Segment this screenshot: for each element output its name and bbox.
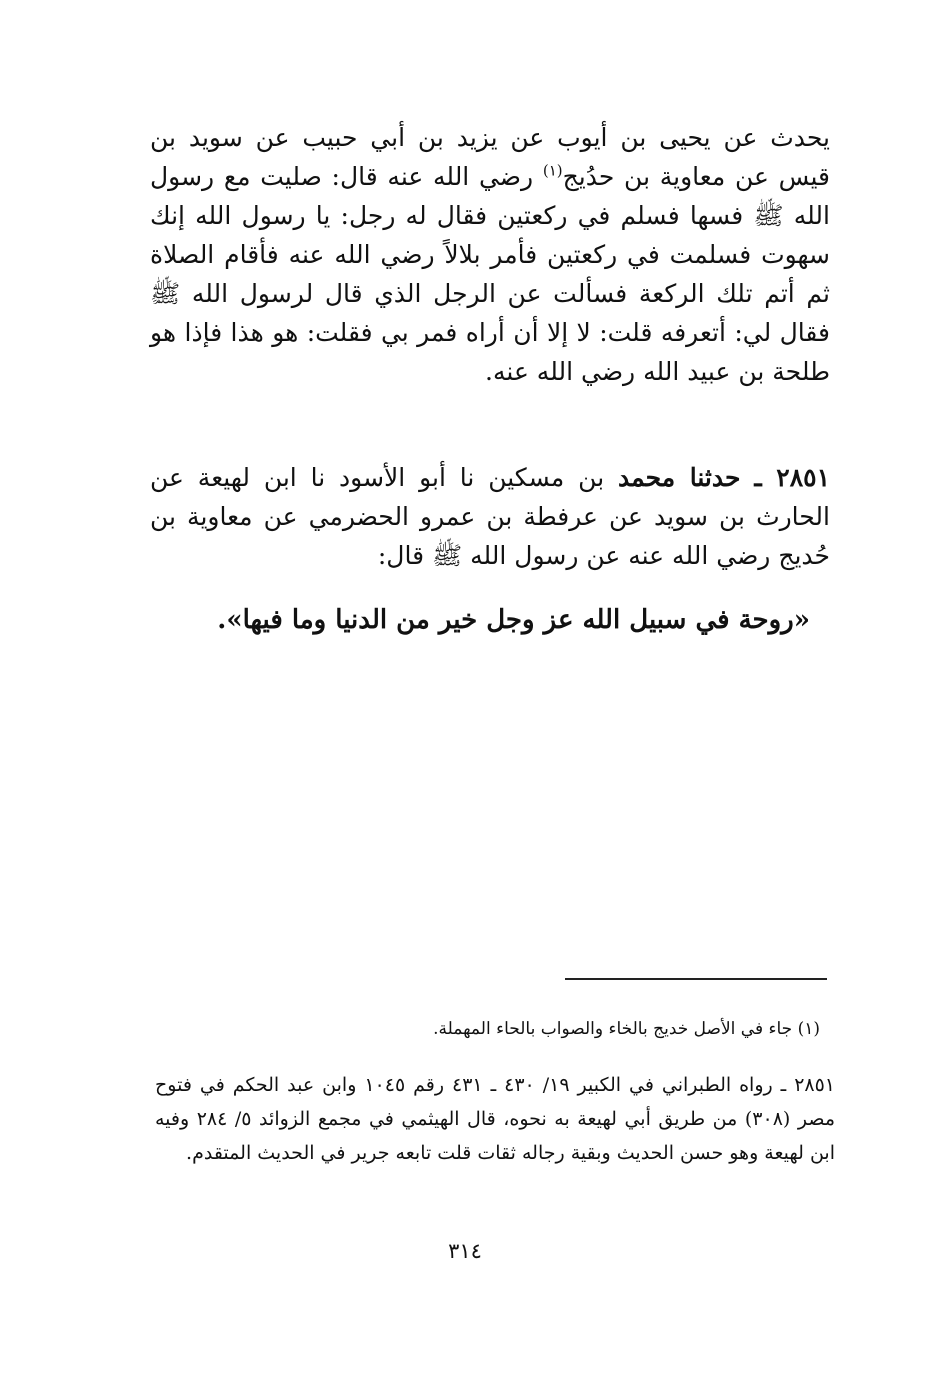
hadith-opener: حدثنا محمد	[618, 463, 741, 492]
main-paragraph-part2: رضي الله عنه قال: صليت مع رسول الله ﷺ فسها فسلم في ركعتين فقال له رجل: يا رسول الله إنك سهوت فسلمت في ركعتين فأمر بلالاً رضي الله عنه فأقام الصلاة ثم أتم تلك الركعة فسألت عن الرجل الذي قال لرسول الله ﷺ فقال لي: أتعرفه قلت: لا إلا أن أراه فمر بي فقلت: هو هذا فإذا هو طلحة بن عبيد الله رضي الله عنه.	[150, 162, 830, 386]
footnote-2851-label: ٢٨٥١ ـ	[780, 1074, 836, 1096]
main-paragraph-part1: يحدث عن يحيى بن أيوب عن يزيد بن أبي حبيب عن سويد بن قيس عن معاوية بن حدُيج	[150, 123, 830, 191]
page-number: ٣١٤	[448, 1239, 482, 1263]
footnote-reference: (١)	[542, 161, 563, 180]
hadith-chain: بن مسكين نا أبو الأسود نا ابن لهيعة عن الحارث بن سويد عن عرفطة بن عمرو الحضرمي عن معاوية بن حُديج رضي الله عنه عن رسول الله ﷺ قال:	[150, 463, 830, 570]
footnote-divider	[565, 978, 827, 980]
footnote-1: (١) جاء في الأصل خديج بالخاء والصواب بالحاء المهملة.	[433, 1019, 820, 1039]
hadith-quote: «روحة في سبيل الله عز وجل خير من الدنيا وما فيها».	[217, 605, 810, 635]
main-paragraph	[150, 118, 830, 391]
footnote-2851-text: رواه الطبراني في الكبير ١٩/ ٤٣٠ ـ ٤٣١ رقم ١٠٤٥ وابن عبد الحكم في فتوح مصر (٣٠٨) من طريق أبي لهيعة به نحوه، قال الهيثمي في مجمع الزوائد ٥/ ٢٨٤ وفيه ابن لهيعة وهو حسن الحديث وبقية رجاله ثقات قلت تابعه جرير في الحديث المتقدم.	[155, 1074, 835, 1164]
hadith-number: ٢٨٥١ ـ	[754, 463, 831, 492]
hadith-2851	[150, 458, 830, 575]
footnote-2851	[155, 1068, 835, 1170]
